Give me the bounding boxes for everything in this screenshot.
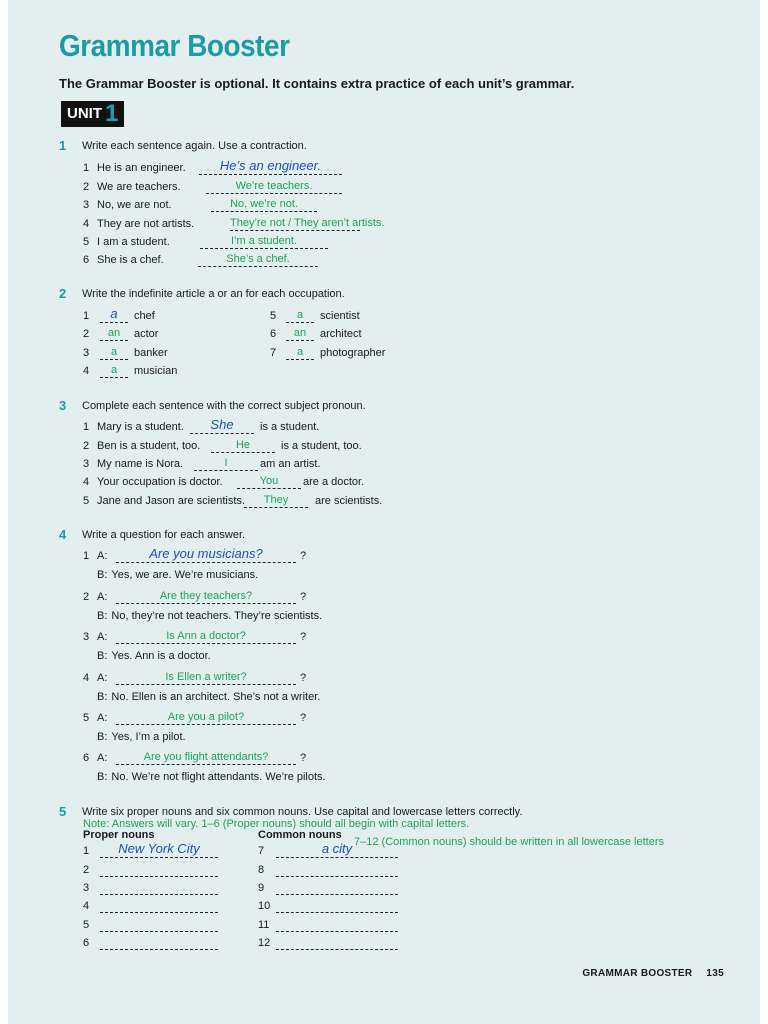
- pronoun-blank[interactable]: [194, 470, 258, 471]
- sentence-prompt: They are not artists.: [97, 218, 195, 230]
- unit-number: 1: [105, 100, 119, 127]
- exercise-4-answer-row: [97, 650, 211, 662]
- exercise-2-row: [270, 310, 284, 322]
- a-label: A:: [97, 591, 108, 603]
- common-noun-row: [258, 919, 276, 931]
- item-number: 5: [270, 310, 277, 322]
- common-noun-answer: a city: [321, 841, 353, 856]
- exercise-2-row: [83, 328, 97, 340]
- item-number: 4: [83, 218, 90, 230]
- exercise-4-question-row: [83, 672, 107, 684]
- common-noun-row: [258, 845, 276, 857]
- unit-label: UNIT: [67, 105, 102, 122]
- page-subtitle: The Grammar Booster is optional. It contains extra practice of each unit’s grammar.: [59, 76, 575, 91]
- item-number: 1: [83, 310, 90, 322]
- sentence-prompt: Jane and Jason are scientists.: [97, 495, 245, 507]
- b-label: B:: [97, 691, 108, 703]
- question-answer: Are you a pilot?: [167, 711, 245, 723]
- question-mark: ?: [300, 752, 307, 764]
- answer-text: No. We’re not flight attendants. We’re pilots.: [111, 771, 326, 783]
- sentence-prompt: We are teachers.: [97, 181, 181, 193]
- exercise-5-note-common: 7–12 (Common nouns) should be written in all lowercase letters: [354, 836, 664, 848]
- exercise-1-instruction: Write each sentence again. Use a contraction.: [82, 140, 307, 152]
- exercise-5-number: 5: [59, 804, 67, 819]
- pronoun-blank[interactable]: [244, 507, 308, 508]
- exercise-1-row: [83, 218, 194, 230]
- sentence-prompt: My name is Nora.: [97, 458, 184, 470]
- answer-text: Yes. Ann is a doctor.: [111, 650, 211, 662]
- item-number: 9: [258, 882, 265, 894]
- article-answer: an: [293, 327, 307, 339]
- unit-badge: [61, 101, 124, 127]
- occupation-word: banker: [134, 347, 168, 359]
- occupation-word: musician: [134, 365, 178, 377]
- pronoun-answer: They: [263, 494, 289, 506]
- exercise-2-number: 2: [59, 286, 67, 301]
- a-label: A:: [97, 672, 108, 684]
- article-blank[interactable]: [286, 359, 314, 360]
- b-label: B:: [97, 610, 108, 622]
- article-blank[interactable]: [286, 340, 314, 341]
- proper-noun-blank[interactable]: [100, 876, 218, 877]
- question-mark: ?: [300, 672, 307, 684]
- article-answer: a: [110, 306, 118, 321]
- item-number: 1: [83, 162, 90, 174]
- contraction-blank[interactable]: [211, 211, 317, 212]
- common-noun-row: [258, 864, 276, 876]
- exercise-1-row: [83, 236, 170, 248]
- article-answer: an: [107, 327, 121, 339]
- b-label: B:: [97, 569, 108, 581]
- contraction-answer: He’s an engineer.: [219, 158, 322, 173]
- article-answer: a: [110, 364, 118, 376]
- item-number: 2: [83, 328, 90, 340]
- occupation-word: architect: [320, 328, 362, 340]
- exercise-3-row: [83, 495, 245, 507]
- item-number: 6: [83, 254, 90, 266]
- contraction-blank[interactable]: [206, 193, 342, 194]
- item-number: 3: [83, 631, 90, 643]
- common-noun-blank[interactable]: [276, 912, 398, 913]
- common-nouns-heading: Common nouns: [258, 829, 342, 841]
- contraction-answer: I’m a student.: [230, 235, 298, 247]
- article-answer: a: [296, 309, 304, 321]
- exercise-4-question-row: [83, 631, 107, 643]
- sentence-prompt: She is a chef.: [97, 254, 164, 266]
- contraction-blank[interactable]: [200, 248, 328, 249]
- article-blank[interactable]: [100, 377, 128, 378]
- exercise-3-row: [83, 476, 223, 488]
- common-noun-blank[interactable]: [276, 949, 398, 950]
- exercise-2-row: [83, 365, 97, 377]
- pronoun-answer: You: [259, 475, 279, 487]
- item-number: 5: [83, 495, 90, 507]
- proper-noun-row: [83, 900, 97, 912]
- proper-noun-blank[interactable]: [100, 949, 218, 950]
- item-number: 7: [270, 347, 277, 359]
- question-blank[interactable]: [116, 724, 296, 725]
- occupation-word: actor: [134, 328, 159, 340]
- item-number: 6: [270, 328, 277, 340]
- a-label: A:: [97, 752, 108, 764]
- proper-noun-row: [83, 919, 97, 931]
- pronoun-blank[interactable]: [211, 452, 275, 453]
- b-label: B:: [97, 650, 108, 662]
- a-label: A:: [97, 712, 108, 724]
- exercise-2-instruction: Write the indefinite article a or an for each occupation.: [82, 288, 345, 300]
- exercise-1-number: 1: [59, 138, 67, 153]
- sentence-prompt: No, we are not.: [97, 199, 172, 211]
- pronoun-answer: She: [210, 417, 234, 432]
- proper-nouns-heading: Proper nouns: [83, 829, 155, 841]
- exercise-2-row: [270, 347, 284, 359]
- article-blank[interactable]: [100, 340, 128, 341]
- proper-noun-blank[interactable]: [100, 931, 218, 932]
- page-footer: [582, 968, 724, 979]
- proper-noun-row: [83, 864, 97, 876]
- contraction-blank[interactable]: [230, 230, 360, 231]
- exercise-4-instruction: Write a question for each answer.: [82, 529, 246, 541]
- exercise-4-question-row: [83, 752, 107, 764]
- question-answer: Is Ann a doctor?: [166, 630, 246, 642]
- contraction-blank[interactable]: [198, 266, 318, 267]
- item-number: 2: [83, 591, 90, 603]
- contraction-answer: She’s a chef.: [226, 253, 290, 265]
- exercise-1-row: [83, 162, 186, 174]
- question-answer: Is Ellen a writer?: [165, 671, 247, 683]
- sentence-rest: is a student, too.: [281, 440, 362, 452]
- item-number: 4: [83, 365, 90, 377]
- proper-noun-answer: New York City: [118, 841, 200, 856]
- sentence-rest: are scientists.: [315, 495, 383, 507]
- exercise-4-question-row: [83, 550, 107, 562]
- item-number: 12: [258, 937, 271, 949]
- exercise-1-row: [83, 254, 164, 266]
- exercise-2-row: [83, 310, 97, 322]
- common-noun-blank[interactable]: [276, 894, 398, 895]
- item-number: 3: [83, 458, 90, 470]
- common-noun-blank[interactable]: [276, 857, 398, 858]
- worksheet-page: [8, 0, 760, 1024]
- proper-noun-row: [83, 882, 97, 894]
- common-noun-blank[interactable]: [276, 931, 398, 932]
- item-number: 5: [83, 236, 90, 248]
- item-number: 2: [83, 440, 90, 452]
- exercise-4-answer-row: [97, 610, 322, 622]
- question-answer: Are you flight attendants?: [143, 751, 269, 763]
- article-answer: a: [296, 346, 304, 358]
- sentence-rest: are a doctor.: [303, 476, 365, 488]
- question-mark: ?: [300, 550, 307, 562]
- item-number: 1: [83, 421, 90, 433]
- pronoun-blank[interactable]: [190, 433, 254, 434]
- item-number: 11: [258, 919, 270, 931]
- footer-section: GRAMMAR BOOSTER: [582, 968, 693, 979]
- pronoun-answer: He: [235, 439, 251, 451]
- sentence-prompt: Your occupation is doctor.: [97, 476, 223, 488]
- pronoun-blank[interactable]: [237, 488, 301, 489]
- occupation-word: photographer: [320, 347, 386, 359]
- common-noun-row: [258, 882, 276, 894]
- question-blank[interactable]: [116, 643, 296, 644]
- item-number: 5: [83, 919, 90, 931]
- exercise-3-row: [83, 440, 200, 452]
- exercise-3-row: [83, 421, 184, 433]
- item-number: 3: [83, 882, 90, 894]
- article-blank[interactable]: [100, 322, 128, 323]
- occupation-word: chef: [134, 310, 155, 322]
- question-blank[interactable]: [116, 764, 296, 765]
- item-number: 3: [83, 199, 90, 211]
- exercise-4-answer-row: [97, 691, 320, 703]
- proper-noun-blank[interactable]: [100, 912, 218, 913]
- pronoun-answer: I: [224, 457, 228, 469]
- item-number: 4: [83, 672, 90, 684]
- sentence-prompt: Ben is a student, too.: [97, 440, 201, 452]
- sentence-rest: is a student.: [260, 421, 320, 433]
- exercise-3-instruction: Complete each sentence with the correct subject pronoun.: [82, 400, 366, 412]
- question-answer: Are they teachers?: [159, 590, 253, 602]
- exercise-1-row: [83, 199, 172, 211]
- proper-noun-blank[interactable]: [100, 857, 218, 858]
- exercise-3-row: [83, 458, 183, 470]
- question-blank[interactable]: [116, 562, 296, 563]
- item-number: 8: [258, 864, 265, 876]
- proper-noun-row: [83, 937, 97, 949]
- item-number: 6: [83, 752, 90, 764]
- common-noun-blank[interactable]: [276, 876, 398, 877]
- item-number: 2: [83, 864, 90, 876]
- contraction-answer: We’re teachers.: [235, 180, 313, 192]
- a-label: A:: [97, 550, 108, 562]
- exercise-4-answer-row: [97, 569, 258, 581]
- proper-noun-row: [83, 845, 97, 857]
- item-number: 4: [83, 476, 90, 488]
- exercise-4-question-row: [83, 591, 107, 603]
- a-label: A:: [97, 631, 108, 643]
- question-mark: ?: [300, 591, 307, 603]
- b-label: B:: [97, 731, 108, 743]
- contraction-answer: They’re not / They aren’t artists.: [230, 217, 385, 229]
- answer-text: Yes, I’m a pilot.: [111, 731, 186, 743]
- sentence-prompt: I am a student.: [97, 236, 170, 248]
- item-number: 10: [258, 900, 271, 912]
- exercise-2-row: [83, 347, 97, 359]
- contraction-blank[interactable]: [199, 174, 342, 175]
- occupation-word: scientist: [320, 310, 360, 322]
- question-mark: ?: [300, 631, 307, 643]
- common-noun-row: [258, 900, 276, 912]
- answer-text: Yes, we are. We’re musicians.: [111, 569, 259, 581]
- exercise-3-number: 3: [59, 398, 67, 413]
- item-number: 6: [83, 937, 90, 949]
- item-number: 1: [83, 845, 90, 857]
- exercise-4-answer-row: [97, 771, 326, 783]
- question-answer: Are you musicians?: [149, 546, 263, 561]
- exercise-2-row: [270, 328, 284, 340]
- article-answer: a: [110, 346, 118, 358]
- sentence-prompt: Mary is a student.: [97, 421, 184, 433]
- exercise-1-row: [83, 181, 181, 193]
- sentence-prompt: He is an engineer.: [97, 162, 186, 174]
- item-number: 5: [83, 712, 90, 724]
- exercise-5-note: Note: Answers will vary. 1–6 (Proper nouns) should all begin with capital letters.: [83, 818, 470, 830]
- exercise-4-number: 4: [59, 527, 67, 542]
- article-blank[interactable]: [286, 322, 314, 323]
- exercise-4-question-row: [83, 712, 107, 724]
- item-number: 3: [83, 347, 90, 359]
- page-title: Grammar Booster: [59, 28, 290, 63]
- question-blank[interactable]: [116, 684, 296, 685]
- exercise-4-answer-row: [97, 731, 186, 743]
- sentence-rest: am an artist.: [260, 458, 321, 470]
- item-number: 2: [83, 181, 90, 193]
- answer-text: No. Ellen is an architect. She’s not a writer.: [111, 691, 321, 703]
- article-blank[interactable]: [100, 359, 128, 360]
- exercise-5-instruction: Write six proper nouns and six common nouns. Use capital and lowercase letters correctly.: [82, 806, 523, 818]
- item-number: 4: [83, 900, 90, 912]
- question-blank[interactable]: [116, 603, 296, 604]
- item-number: 1: [83, 550, 90, 562]
- contraction-answer: No, we’re not.: [230, 198, 298, 210]
- page-number: 135: [706, 968, 724, 979]
- common-noun-row: [258, 937, 276, 949]
- question-mark: ?: [300, 712, 307, 724]
- item-number: 7: [258, 845, 265, 857]
- b-label: B:: [97, 771, 108, 783]
- answer-text: No, they’re not teachers. They’re scientists.: [111, 610, 323, 622]
- proper-noun-blank[interactable]: [100, 894, 218, 895]
